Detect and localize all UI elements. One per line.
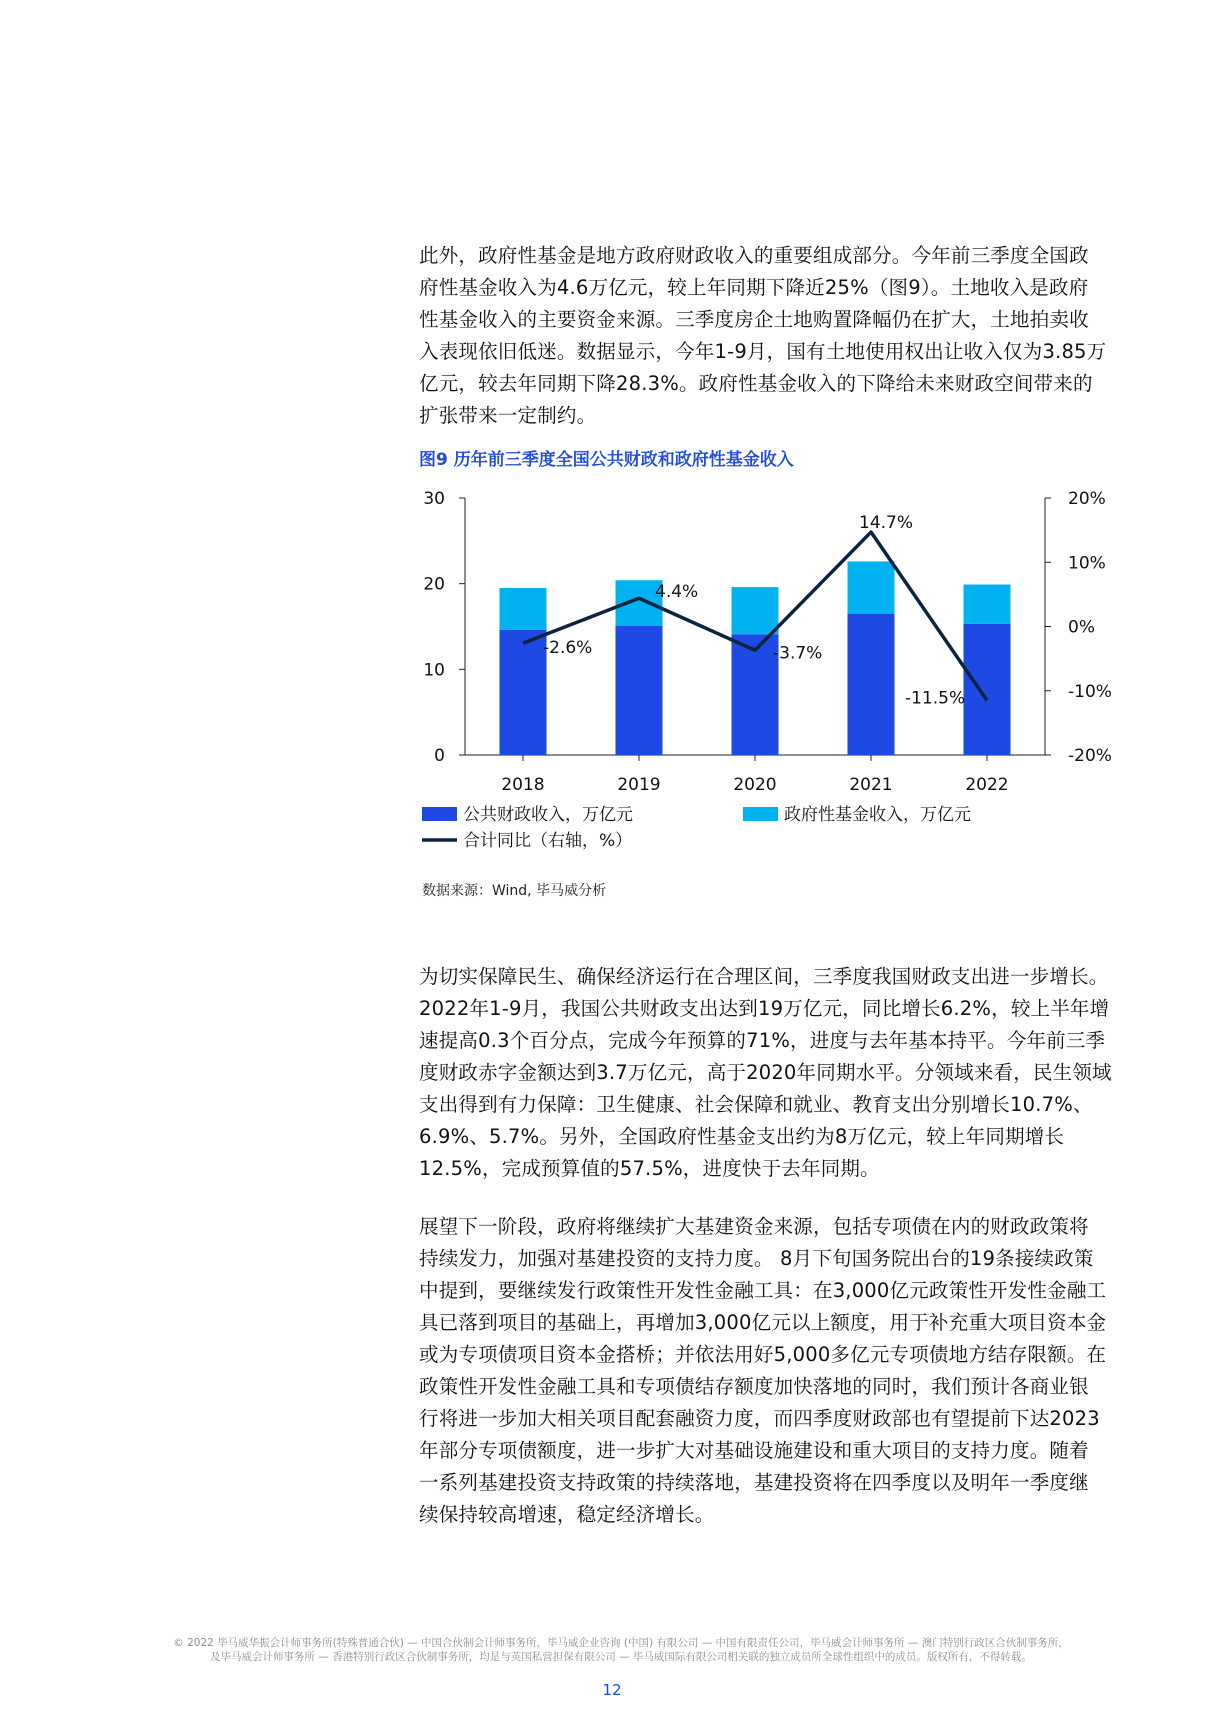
paragraph-line: 持续发力，加强对基建投资的支持力度。 8月下旬国务院出台的19条接续政策	[419, 1247, 1094, 1270]
paragraph-line: 性基金收入的主要资金来源。三季度房企土地购置降幅仍在扩大，土地拍卖收	[419, 308, 1089, 331]
right-tick-label: 20%	[1068, 489, 1106, 509]
bar-segment	[732, 587, 779, 634]
paragraph-line: 度财政赤字金额达到3.7万亿元，高于2020年同期水平。分领域来看，民生领域	[419, 1061, 1112, 1084]
bar-segment	[848, 561, 895, 613]
legend-label: 合计同比（右轴，%）	[463, 831, 633, 851]
paragraph-line: 6.9%、5.7%。另外，全国政府性基金支出约为8万亿元，较上年同期增长	[419, 1125, 1065, 1148]
footer-copyright	[116, 1636, 1126, 1664]
figure-title: 图9 历年前三季度全国公共财政和政府性基金收入	[419, 450, 794, 470]
legend-label: 政府性基金收入，万亿元	[784, 805, 971, 825]
paragraph-line: 府性基金收入为4.6万亿元，较上年同期下降近25%（图9）。土地收入是政府	[419, 276, 1089, 299]
paragraph-line: 此外，政府性基金是地方政府财政收入的重要组成部分。今年前三季度全国政	[419, 244, 1089, 267]
paragraph-fiscal-spending	[419, 961, 1137, 1185]
x-tick-label: 2020	[733, 775, 777, 795]
paragraph-line: 年部分专项债额度，进一步扩大对基础设施建设和重大项目的支持力度。随着	[419, 1439, 1089, 1462]
bar-segment	[848, 614, 895, 755]
right-tick-label: -20%	[1068, 746, 1112, 766]
paragraph-line: 或为专项债项目资本金搭桥；并依法用好5,000多亿元专项债地方结存限额。在	[419, 1343, 1107, 1366]
data-label: 4.4%	[655, 582, 699, 603]
paragraph-line: 政策性开发性金融工具和专项债结存额度加快落地的同时，我们预计各商业银	[419, 1375, 1089, 1398]
data-label: 14.7%	[859, 513, 914, 534]
legend-swatch-fund-revenue	[743, 807, 778, 821]
footer-line: 及毕马威会计师事务所 — 香港特别行政区合伙制事务所，均是与英国私营担保有限公司 — 毕马威国际有限公司相关联的独立成员所全球性组织中的成员。版权所有，不得转载。	[210, 1651, 1032, 1663]
paragraph-line: 入表现依旧低迷。数据显示，今年1-9月，国有土地使用权出让收入仅为3.85万	[419, 340, 1107, 363]
paragraph-line: 扩张带来一定制约。	[419, 404, 597, 427]
paragraph-line: 为切实保障民生、确保经济运行在合理区间，三季度我国财政支出进一步增长。	[419, 965, 1109, 988]
figure-source: 数据来源：Wind, 毕马威分析	[422, 883, 607, 899]
paragraph-line: 12.5%，完成预算值的57.5%，进度快于去年同期。	[419, 1157, 880, 1180]
legend-swatch-public-revenue	[422, 807, 457, 821]
data-label: -2.6%	[543, 638, 593, 659]
paragraph-line: 展望下一阶段，政府将继续扩大基建资金来源，包括专项债在内的财政政策将	[419, 1215, 1089, 1238]
paragraph-line: 支出得到有力保障：卫生健康、社会保障和就业、教育支出分别增长10.7%、	[419, 1093, 1093, 1116]
legend-label: 公共财政收入，万亿元	[463, 805, 633, 825]
paragraph-line: 续保持较高增速，稳定经济增长。	[419, 1503, 715, 1526]
bar-segment	[964, 624, 1011, 755]
paragraph-fiscal-fund	[419, 240, 1137, 432]
right-tick-label: 10%	[1068, 553, 1106, 574]
paragraph-outlook	[419, 1211, 1137, 1531]
page-number: 12	[602, 1681, 622, 1699]
bar-segment	[732, 634, 779, 755]
paragraph-line: 行将进一步加大相关项目配套融资力度，而四季度财政部也有望提前下达2023	[419, 1407, 1100, 1430]
data-label: -11.5%	[905, 688, 966, 709]
left-tick-label: 0	[434, 746, 445, 766]
left-tick-label: 30	[423, 489, 445, 509]
left-tick-label: 10	[423, 660, 445, 681]
paragraph-line: 具已落到项目的基础上，再增加3,000亿元以上额度，用于补充重大项目资本金	[419, 1311, 1107, 1334]
x-tick-label: 2018	[501, 775, 545, 795]
x-tick-label: 2022	[965, 775, 1009, 795]
data-label: -3.7%	[773, 643, 823, 664]
x-tick-label: 2019	[617, 775, 661, 795]
left-tick-label: 20	[423, 574, 445, 595]
x-tick-label: 2021	[849, 775, 893, 795]
paragraph-line: 速提高0.3个百分点，完成今年预算的71%，进度与去年基本持平。今年前三季	[419, 1029, 1106, 1052]
bar-segment	[616, 626, 663, 755]
paragraph-line: 一系列基建投资支持政策的持续落地，基建投资将在四季度以及明年一季度继	[419, 1471, 1089, 1494]
bar-segment	[500, 630, 547, 755]
footer-line: © 2022 毕马威华振会计师事务所(特殊普通合伙) — 中国合伙制会计师事务所，毕马威企业咨询 (中国) 有限公司 — 中国有限责任公司，毕马威会计师事务所 — 澳门特别行政区合伙制事务所，	[173, 1637, 1069, 1649]
paragraph-line: 2022年1-9月，我国公共财政支出达到19万亿元，同比增长6.2%，较上半年增	[419, 997, 1110, 1020]
revenue-chart	[400, 480, 1160, 860]
bar-segment	[964, 585, 1011, 624]
bar-segment	[500, 588, 547, 630]
right-tick-label: -10%	[1068, 681, 1112, 702]
paragraph-line: 中提到，要继续发行政策性开发性金融工具：在3,000亿元政策性开发性金融工	[419, 1279, 1107, 1302]
right-tick-label: 0%	[1068, 617, 1095, 638]
paragraph-line: 亿元，较去年同期下降28.3%。政府性基金收入的下降给未来财政空间带来的	[419, 372, 1093, 395]
